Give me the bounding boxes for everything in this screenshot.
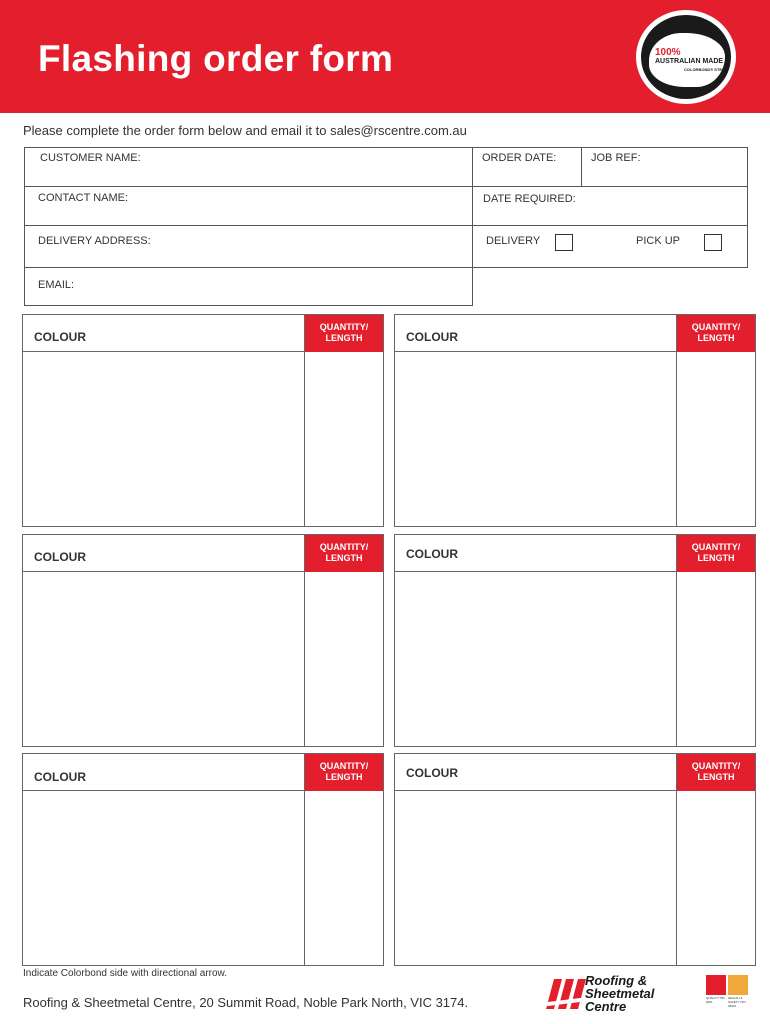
colour-label: COLOUR [406,330,458,344]
delivery-label: DELIVERY [486,235,541,247]
job-ref-label: JOB REF: [591,152,641,164]
safety-cert-badge [728,975,748,1015]
flashing-panel-5 [22,753,384,966]
badge-made-text: AUSTRALIAN MADE [655,58,724,65]
quantity-length-header [677,754,755,791]
colour-field[interactable] [23,315,305,352]
length-label: LENGTH [697,772,735,782]
quantity-label: QUANTITY/ [691,322,741,332]
quantity-label: QUANTITY/ [319,322,369,332]
colour-label: COLOUR [406,766,458,780]
flashing-panel-3 [22,534,384,747]
company-address: Roofing & Sheetmetal Centre, 20 Summit Road, Noble Park North, VIC 3174. [23,995,469,1010]
length-label: LENGTH [325,772,363,782]
flashing-panel-6 [394,753,756,966]
safety-cert-icon [728,975,748,995]
instructions-text: Please complete the order form below and email it to sales@rscentre.com.au [23,123,467,138]
quality-cert-icon [706,975,726,995]
quantity-length-header [677,315,755,352]
quality-cert-text: QUALITY ISO 9001 [706,996,725,1004]
safety-cert-text: HEALTH & SAFETY ISO 45001 [728,996,746,1008]
logo-line-1: Roofing & [585,973,648,988]
quantity-length-header [305,315,383,352]
drawing-area[interactable] [23,572,305,746]
delivery-method-field [472,225,748,268]
colorbond-note: Indicate Colorbond side with directional arrow. [23,968,227,979]
contact-name-field[interactable] [24,186,473,226]
delivery-address-label: DELIVERY ADDRESS: [38,235,151,247]
email-label: EMAIL: [38,279,75,291]
flashing-panel-4 [394,534,756,747]
quantity-label: QUANTITY/ [691,761,741,771]
quantity-label: QUANTITY/ [691,542,741,552]
logo-line-3: Centre [585,999,627,1014]
flashing-panel-1 [22,314,384,527]
order-date-label: ORDER DATE: [482,152,557,164]
contact-name-label: CONTACT NAME: [38,192,129,204]
colour-label: COLOUR [34,330,86,344]
customer-name-field[interactable] [24,147,473,187]
header-banner [0,0,770,113]
drawing-area[interactable] [23,352,305,526]
length-label: LENGTH [697,553,735,563]
badge-steel-text: COLORBOND® STEEL [684,67,728,72]
quantity-length-header [677,535,755,572]
job-ref-field[interactable] [581,147,748,187]
colour-label: COLOUR [34,770,86,784]
order-date-field[interactable] [472,147,582,187]
logo-line-2: Sheetmetal [585,986,655,1001]
quantity-label: QUANTITY/ [319,542,369,552]
date-required-field[interactable] [472,186,748,226]
colour-field[interactable] [395,315,677,352]
colour-label: COLOUR [406,547,458,561]
quantity-length-header [305,535,383,572]
colour-label: COLOUR [34,550,86,564]
customer-name-label: CUSTOMER NAME: [40,152,141,164]
length-label: LENGTH [325,553,363,563]
email-field[interactable] [24,267,473,306]
pick-up-label: PICK UP [636,235,681,247]
colour-field[interactable] [23,754,305,791]
pick-up-checkbox[interactable] [704,234,722,251]
colour-field[interactable] [395,535,677,572]
length-label: LENGTH [697,333,735,343]
page-title: Flashing order form [38,38,394,79]
drawing-area[interactable] [395,791,677,965]
delivery-checkbox[interactable] [555,234,573,251]
drawing-area[interactable] [395,352,677,526]
quantity-label: QUANTITY/ [319,761,369,771]
quality-cert-badge [706,975,726,1015]
colour-field[interactable] [395,754,677,791]
quantity-length-header [305,754,383,791]
badge-circle [641,15,731,99]
badge-percent: 100% [655,47,681,58]
rsc-logo-icon [540,975,588,1009]
length-label: LENGTH [325,333,363,343]
date-required-label: DATE REQUIRED: [483,193,576,205]
drawing-area[interactable] [395,572,677,746]
australian-made-badge [636,10,736,104]
colour-field[interactable] [23,535,305,572]
drawing-area[interactable] [23,791,305,965]
rsc-logo-text [585,974,654,1013]
flashing-panel-2 [394,314,756,527]
delivery-address-field[interactable] [24,225,473,268]
